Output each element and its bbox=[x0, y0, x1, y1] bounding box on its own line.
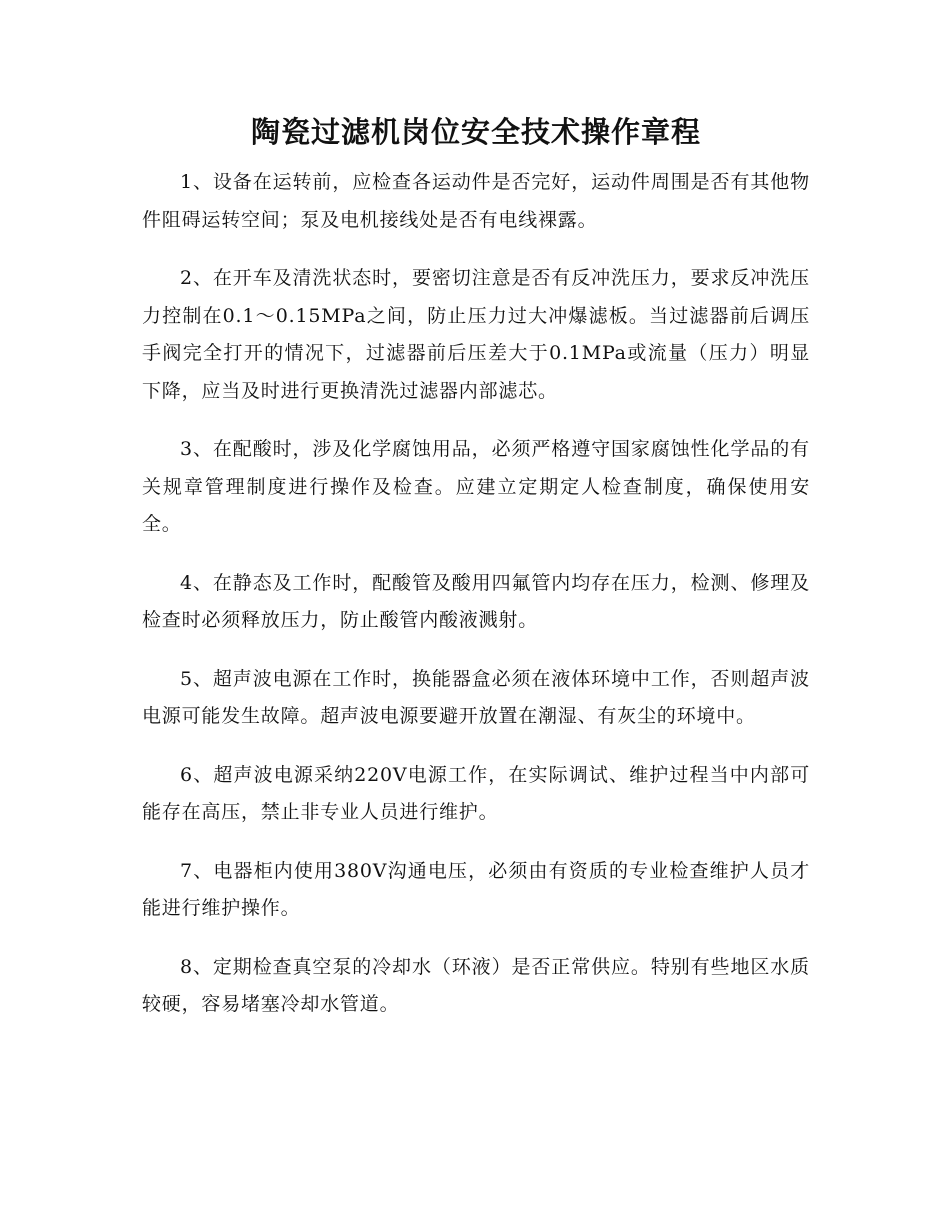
paragraph-6: 6、超声波电源采纳220V电源工作，在实际调试、维护过程当中内部可能存在高压，禁止非专业人员进行维护。 bbox=[142, 763, 810, 823]
paragraph-3: 3、在配酸时，涉及化学腐蚀用品，必须严格遵守国家腐蚀性化学品的有关规章管理制度进行操作及检查。应建立定期定人检查制度，确保使用安全。 bbox=[142, 438, 810, 535]
paragraph-7: 7、电器柜内使用380V沟通电压，必须由有资质的专业检查维护人员才能进行维护操作。 bbox=[142, 859, 810, 919]
paragraph-2: 2、在开车及清洗状态时，要密切注意是否有反冲洗压力，要求反冲洗压力控制在0.1～0.15MPa之间，防止压力过大冲爆滤板。当过滤器前后调压手阀完全打开的情况下，过滤器前后压差大于0.1MPa或流量（压力）明显下降，应当及时进行更换清洗过滤器内部滤芯。 bbox=[142, 267, 810, 402]
document-title: 陶瓷过滤机岗位安全技术操作章程 bbox=[250, 115, 701, 149]
paragraph-1: 1、设备在运转前，应检查各运动件是否完好，运动件周围是否有其他物件阻碍运转空间；泵及电机接线处是否有电线裸露。 bbox=[142, 171, 810, 231]
paragraph-5: 5、超声波电源在工作时，换能器盒必须在液体环境中工作，否则超声波电源可能发生故障。超声波电源要避开放置在潮湿、有灰尘的环境中。 bbox=[142, 667, 810, 727]
paragraph-8: 8、定期检查真空泵的冷却水（环液）是否正常供应。特别有些地区水质较硬，容易堵塞冷却水管道。 bbox=[142, 955, 810, 1015]
paragraph-4: 4、在静态及工作时，配酸管及酸用四氟管内均存在压力，检测、修理及检查时必须释放压力，防止酸管内酸液溅射。 bbox=[142, 571, 810, 631]
